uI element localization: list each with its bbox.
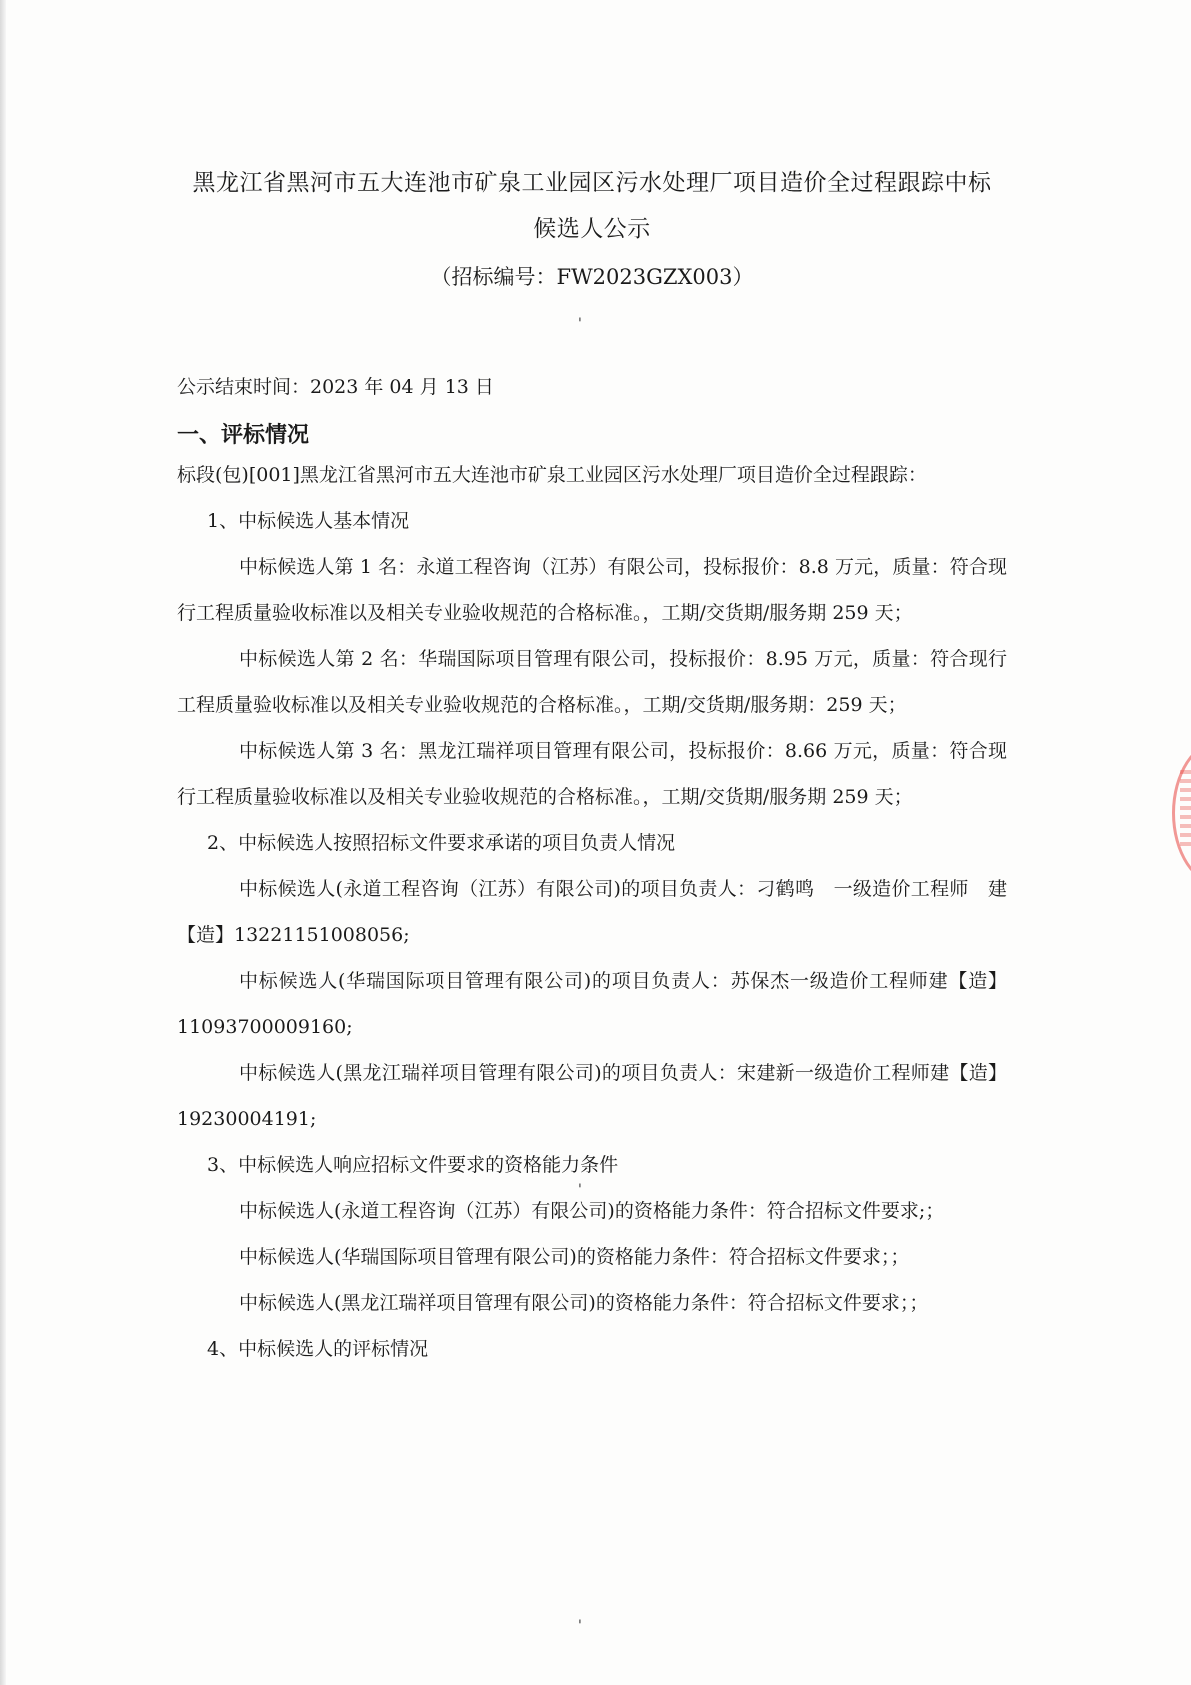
candidate-1: 中标候选人第 1 名：永道工程咨询（江苏）有限公司，投标报价：8.8 万元，质量：符合现行工程质量验收标准以及相关专业验收规范的合格标准。，工期/交货期/服务期 259 天；: [177, 556, 1007, 624]
manager-2: 中标候选人(华瑞国际项目管理有限公司)的项目负责人：苏保杰一级造价工程师建【造】11093700009160;: [177, 970, 1007, 1038]
qualification-3: 中标候选人(黑龙江瑞祥项目管理有限公司)的资格能力条件：符合招标文件要求；；: [239, 1292, 929, 1314]
candidate-2: 中标候选人第 2 名：华瑞国际项目管理有限公司，投标报价：8.95 万元，质量：符合现行工程质量验收标准以及相关专业验收规范的合格标准。，工期/交货期/服务期：259 天；: [177, 648, 1007, 716]
scan-speck: ': [578, 1182, 582, 1198]
subheading-qualification: 3、中标候选人响应招标文件要求的资格能力条件: [207, 1154, 619, 1176]
scan-edge: [0, 0, 6, 1685]
red-seal-stamp-inner: [1180, 770, 1191, 850]
tender-code: （招标编号：FW2023GZX003）: [430, 265, 754, 289]
document-body: [177, 160, 1007, 1372]
manager-1: 中标候选人(永道工程咨询（江苏）有限公司)的项目负责人：刁鹤鸣 一级造价工程师 建【造】13221151008056;: [177, 878, 1007, 946]
section-heading-evaluation: 一、评标情况: [177, 422, 310, 448]
publicity-end-time: 公示结束时间：2023 年 04 月 13 日: [177, 376, 494, 398]
scan-speck: ': [578, 316, 582, 332]
qualification-1: 中标候选人(永道工程咨询（江苏）有限公司)的资格能力条件：符合招标文件要求;；: [239, 1200, 945, 1222]
subheading-project-manager: 2、中标候选人按照招标文件要求承诺的项目负责人情况: [207, 832, 676, 854]
scan-speck: ': [578, 1618, 582, 1634]
title-line-2: 候选人公示: [533, 216, 651, 242]
subheading-evaluation-detail: 4、中标候选人的评标情况: [207, 1338, 429, 1360]
manager-3: 中标候选人(黑龙江瑞祥项目管理有限公司)的项目负责人：宋建新一级造价工程师建【造】19230004191;: [177, 1062, 1007, 1130]
subheading-basic-info: 1、中标候选人基本情况: [207, 510, 410, 532]
qualification-2: 中标候选人(华瑞国际项目管理有限公司)的资格能力条件：符合招标文件要求；；: [239, 1246, 910, 1268]
title-line-1: 黑龙江省黑河市五大连池市矿泉工业园区污水处理厂项目造价全过程跟踪中标: [192, 170, 992, 196]
candidate-3: 中标候选人第 3 名：黑龙江瑞祥项目管理有限公司，投标报价：8.66 万元，质量：符合现行工程质量验收标准以及相关专业验收规范的合格标准。，工期/交货期/服务期 259 天；: [177, 740, 1007, 808]
lot-description: 标段(包)[001]黑龙江省黑河市五大连池市矿泉工业园区污水处理厂项目造价全过程跟踪：: [177, 464, 927, 486]
